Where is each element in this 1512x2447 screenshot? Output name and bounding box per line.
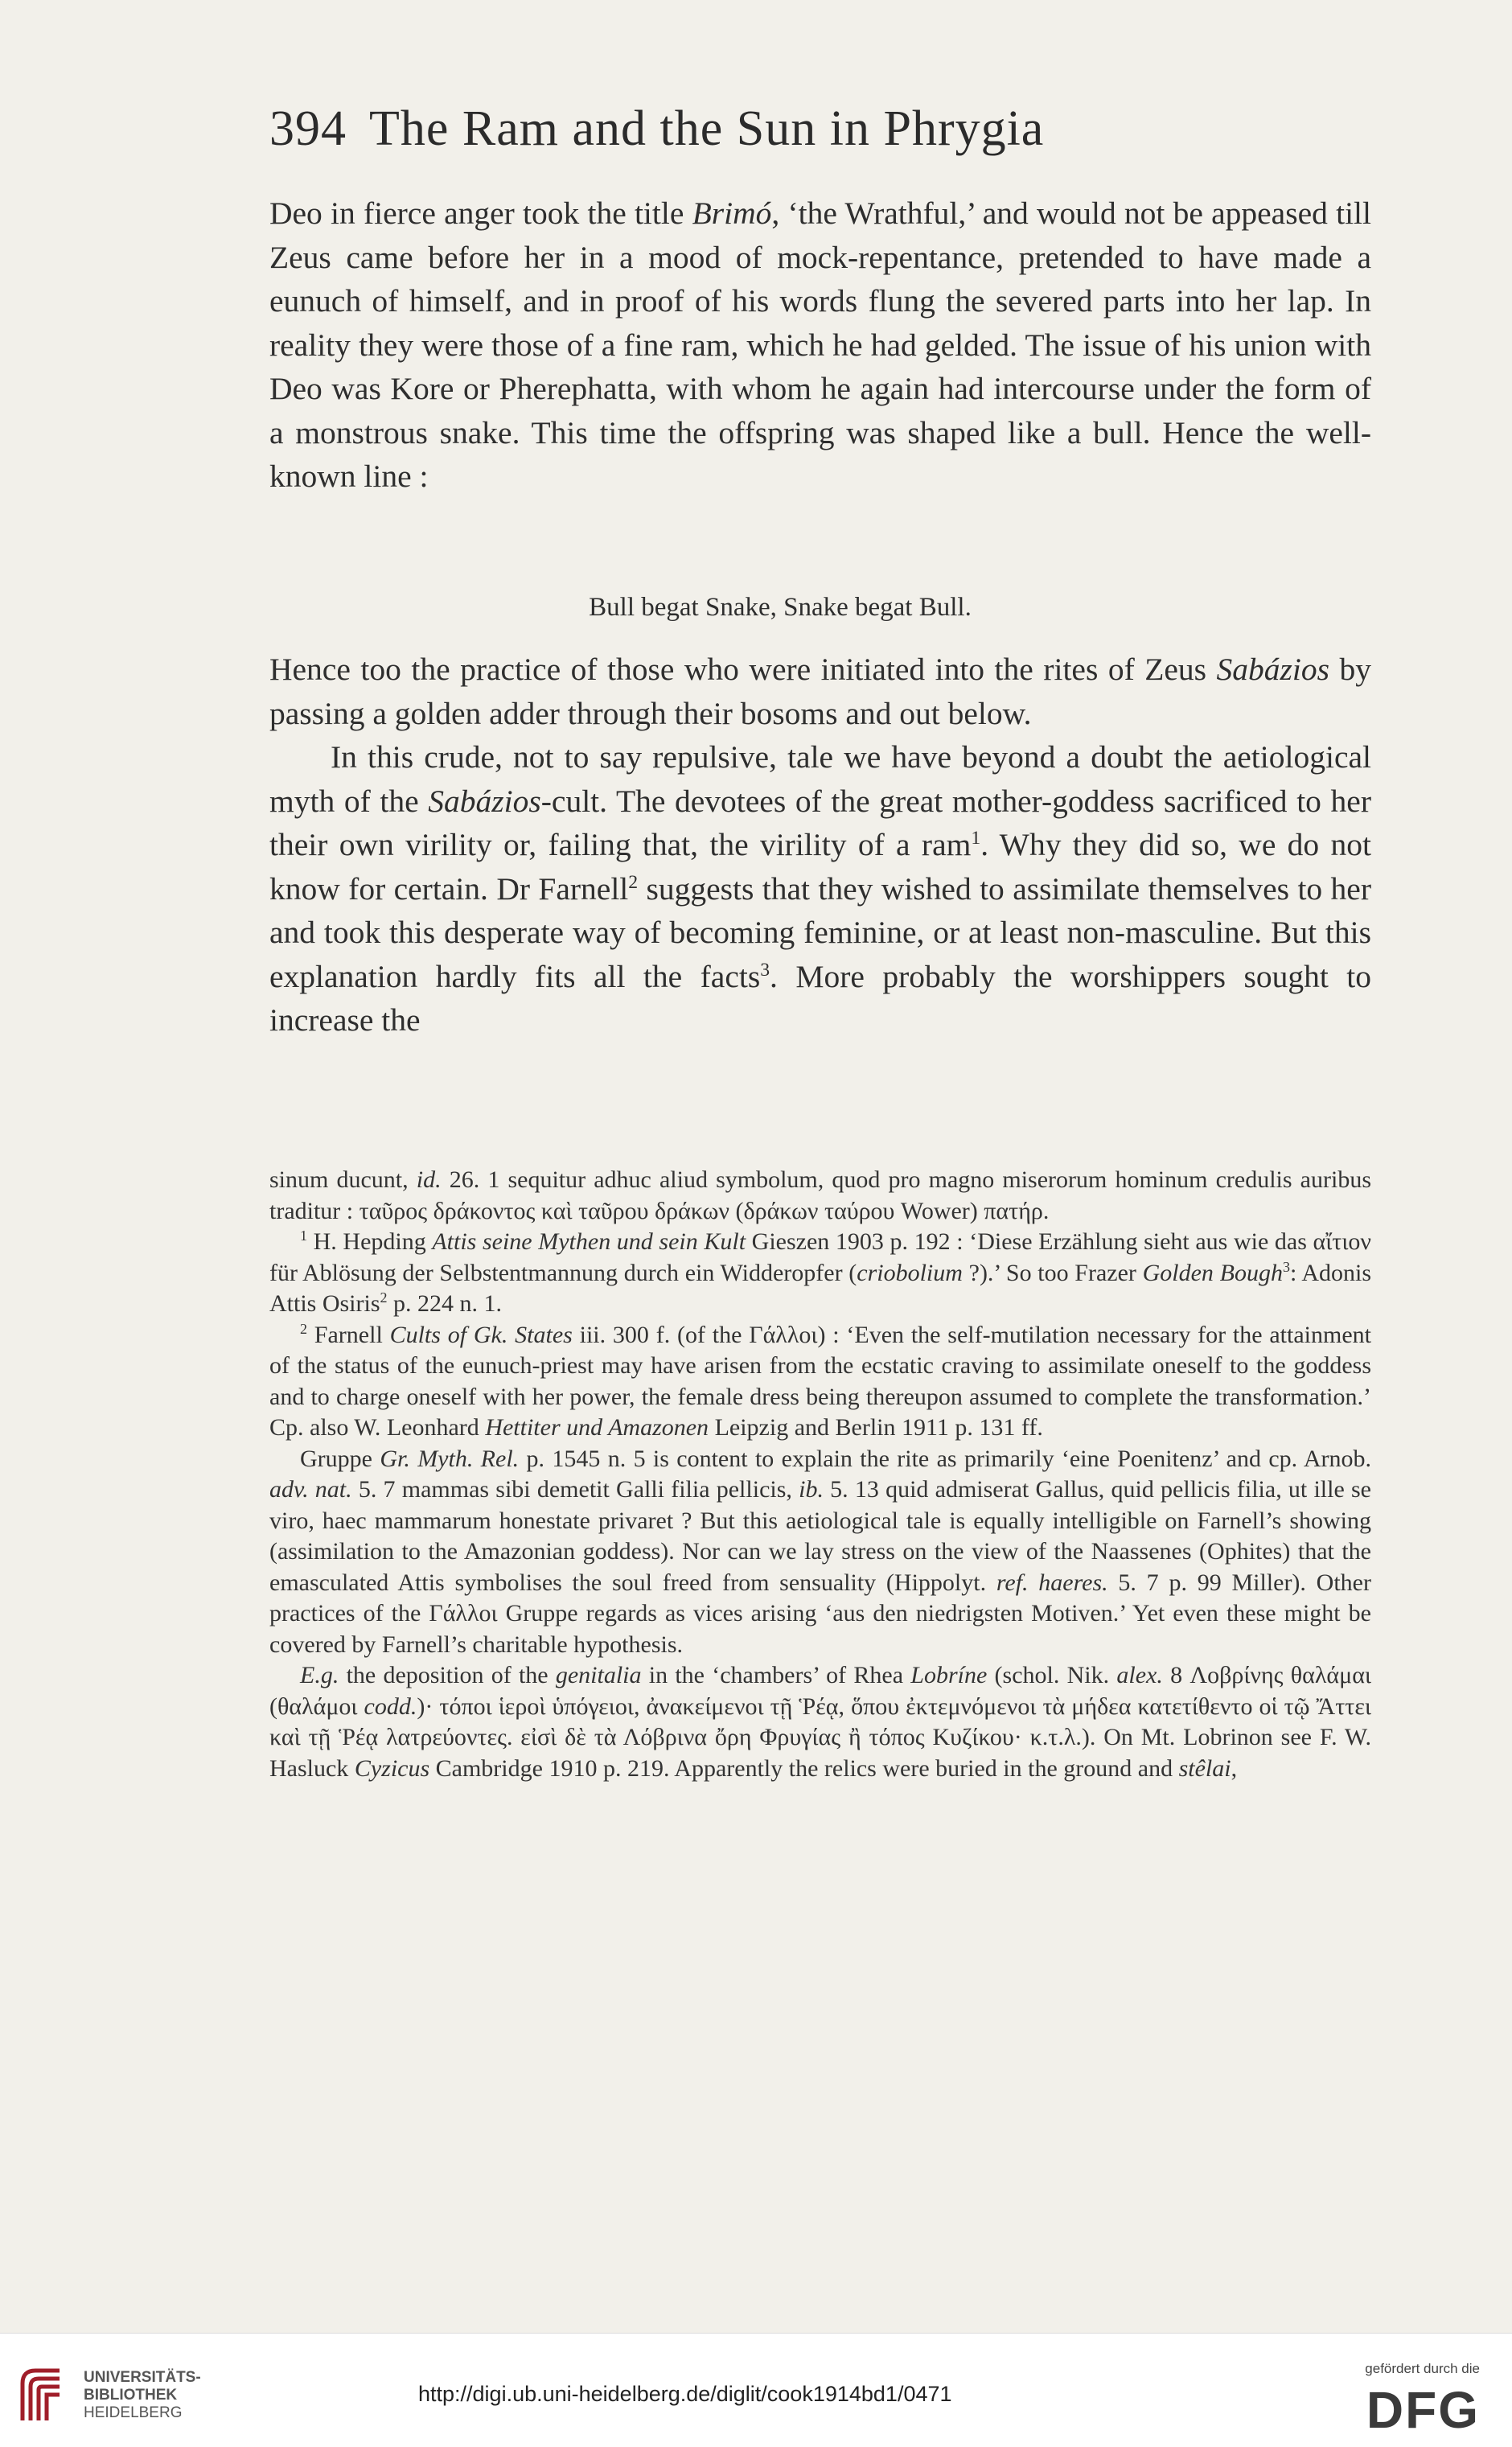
edition-superscript: 2 [380, 1289, 388, 1306]
italic-run: ib. [799, 1476, 824, 1503]
footnote-3 [269, 1660, 1371, 1784]
italic-run: Sabázios [1216, 652, 1329, 687]
italic-run: Golden Bough [1142, 1259, 1283, 1286]
text-run: in the ‘chambers’ of Rhea [641, 1662, 911, 1688]
university-library-logo-icon [14, 2366, 66, 2422]
text-run: (schol. Nik. [987, 1662, 1117, 1688]
italic-run: Sabázios [428, 783, 541, 819]
text-run: . Why they did so, we do not know for certain. Dr Farnell [269, 827, 1371, 907]
italic-run: id. [416, 1166, 442, 1193]
italic-run: Lobríne [910, 1662, 988, 1688]
footnote-continuation [269, 1165, 1371, 1227]
paragraph-3 [269, 735, 1371, 1043]
italic-run: Hettiter und Amazonen [485, 1414, 709, 1441]
funded-by-label: gefördert durch die [1365, 2361, 1480, 2376]
library-banner [0, 2333, 1512, 2447]
text-run: p. 224 n. 1. [387, 1290, 503, 1317]
text-run: )· τόποι ἱεροὶ ὑπόγειοι, ἀνακείμενοι τῇ Ῥέᾳ, ὅπου ἐκτεμνόμενοι τὰ μήδεα κατετίθεντο οἱ τῷ Ἄττει καὶ τῇ Ῥέᾳ λατρεύοντες. εἰσὶ δὲ τὰ Λόβρινα ὄρη Φρυγίας ἢ τόπος Κυζίκου· κ.τ.λ.). On Mt. Lobrinon see F. W. Hasluck [269, 1692, 1371, 1782]
text-run: suggests that they wished to assimilate themselves to her and took this desperate way of becoming feminine, or at least non-masculine. But this explanation hardly fits all the facts [269, 870, 1371, 994]
running-header [269, 101, 1044, 158]
text-run: iii. 300 f. (of the Γάλλοι) : ‘Even the self-mutilation necessary for the attainment of the status of the eunuch-priest may have arisen from the ecstatic craving to assimilate oneself to the goddess and to charge oneself with her power, the female dress being thereupon assumed to complete the transformation.’ Cp. also W. Leonhard [269, 1321, 1371, 1441]
text-run: -cult. The devotees of the great mother-goddess sacrificed to her their own virility or, failing that, the virility of a ram [269, 783, 1371, 862]
text-run: 8 Λοβρίνης θαλάμαι (θαλάμοι [269, 1662, 1371, 1720]
text-run: 5. 7 p. 99 Miller). Other practices of the Γάλλοι Gruppe regards as vices arising ‘aus den niedrigsten Motiven.’ Yet even these might be covered by Farnell’s charitable hypothesis. [269, 1569, 1371, 1658]
quoted-verse: Bull begat Snake, Snake begat Bull. [589, 593, 972, 622]
italic-run: Cyzicus [354, 1754, 430, 1782]
footnote-marker: 2 [300, 1320, 307, 1337]
text-run: , ‘the Wrathful,’ and would not be appeased till Zeus came before her in a mood of mock-repentance, pretended to have made a eunuch of himself, and in proof of his words flung the severed parts into her lap. In reality they were those of a fine ram, which he had gelded. The issue of his union with Deo was Kore or Pherephatta, with whom he again had intercourse under the form of a monstrous snake. This time the offspring was shaped like a bull. Hence the well-known line : [269, 195, 1371, 494]
text-run: the deposition of the [339, 1662, 556, 1688]
footnote-2-continued [269, 1444, 1371, 1661]
text-run: Deo in fierce anger took the title [269, 195, 692, 231]
paragraph-1 [269, 191, 1371, 499]
footnote-ref[interactable]: 1 [971, 827, 981, 849]
text-run: ?).’ So too Frazer [962, 1259, 1143, 1286]
text-run: 26. 1 sequitur adhuc aliud symbolum, quod pro magno miserorum hominum credulis auribus traditur : ταῦρος δράκοντος καὶ ταῦρου δράκων (δράκων ταύρου Wower) πατήρ. [269, 1166, 1371, 1224]
footnote-marker: 1 [300, 1228, 307, 1244]
italic-run: Cults of Gk. States [389, 1321, 573, 1348]
footnote-ref[interactable]: 3 [760, 959, 770, 981]
italic-run: E.g. [300, 1662, 339, 1688]
italic-run: genitalia [555, 1662, 642, 1688]
text-run: In this crude, not to say repulsive, tale we have beyond a doubt the aetiological myth of the [269, 739, 1371, 819]
italic-run: adv. nat. [269, 1476, 352, 1503]
library-name-line: BIBLIOTHEK [84, 2387, 178, 2404]
running-title: The Ram and the Sun in Phrygia [369, 101, 1045, 156]
text-run: p. 1545 n. 5 is content to explain the rite as primarily ‘eine Poenitenz’ and cp. Arnob. [519, 1445, 1371, 1472]
paragraph-2 [269, 648, 1371, 735]
italic-run: Gr. Myth. Rel. [380, 1445, 520, 1472]
italic-run: ref. haeres. [996, 1569, 1108, 1596]
italic-run: alex. [1116, 1662, 1163, 1688]
footnotes [269, 1165, 1371, 1784]
library-name-line: UNIVERSITÄTS- [84, 2369, 201, 2386]
library-name-line: HEIDELBERG [84, 2404, 183, 2421]
text-run: by passing a golden adder through their bosoms and out below. [269, 652, 1372, 731]
permalink-url[interactable]: http://digi.ub.uni-heidelberg.de/diglit/cook1914bd1/0471 [418, 2382, 952, 2406]
text-run: Hence too the practice of those who were initiated into the rites of Zeus [269, 652, 1217, 687]
italic-run: criobolium [857, 1259, 963, 1286]
text-run: 5. 7 mammas sibi demetit Galli filia pellicis, [351, 1476, 799, 1503]
text-run: : Adonis Attis Osiris [269, 1259, 1372, 1317]
italic-run: Brimó [692, 195, 772, 231]
page-number: 394 [269, 101, 347, 156]
text-run: H. Hepding [307, 1228, 433, 1255]
footnote-2 [269, 1320, 1371, 1444]
paragraph-group [269, 648, 1371, 1043]
text-run: Leipzig and Berlin 1911 p. 131 ff. [709, 1414, 1043, 1441]
text-run: sinum ducunt, [269, 1166, 417, 1193]
italic-run: stêlai [1178, 1754, 1231, 1782]
text-run: Cambridge 1910 p. 219. Apparently the relics were buried in the ground and [429, 1754, 1179, 1782]
text-run: . More probably the worshippers sought to increase the [269, 958, 1371, 1038]
text-run: Farnell [307, 1321, 390, 1348]
text-run: Gruppe [300, 1445, 380, 1472]
university-library-name [84, 2369, 201, 2422]
footnote-ref[interactable]: 2 [628, 871, 639, 893]
dfg-logo: DFG [1366, 2381, 1480, 2439]
text-run: Gieszen 1903 p. 192 : ‘Diese Erzählung sieht aus wie das αἴτιον für Ablösung der Selbstentmannung durch ein Widderopfer ( [269, 1228, 1371, 1286]
italic-run: codd. [364, 1692, 417, 1720]
italic-run: Attis seine Mythen und sein Kult [432, 1228, 746, 1255]
text-run: 5. 13 quid admiserat Gallus, quid pellicis filia, ut ille se viro, haec mammarum honestate privaret ? But this aetiological tale is equally intelligible on Farnell’s showing (assimilation to the Amazonian goddess). Nor can we lay stress on the view of the Naassenes (Ophites) that the emasculated Attis symbolises the soul freed from sensuality (Hippolyt. [269, 1476, 1371, 1596]
text-run: , [1231, 1754, 1238, 1782]
edition-superscript: 3 [1282, 1258, 1290, 1275]
footnote-1 [269, 1227, 1371, 1320]
